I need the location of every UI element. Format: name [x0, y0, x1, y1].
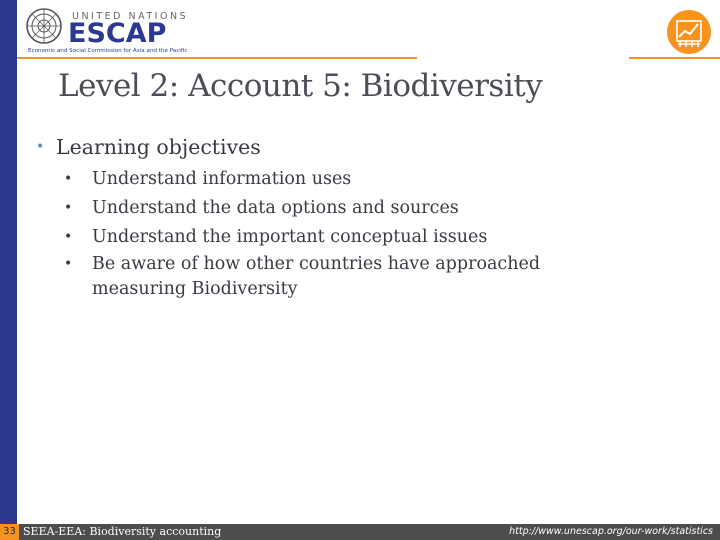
sub-bullet-text: Understand the data options and sources	[92, 198, 459, 218]
bullet-text: Learning objectives	[56, 135, 261, 159]
header-rule-right	[629, 57, 720, 59]
footer-title: SEEA-EEA: Biodiversity accounting	[23, 525, 222, 538]
sub-bullet-text: Be aware of how other countries have approached measuring Biodiversity	[92, 254, 541, 299]
logo-acronym: ESCAP	[68, 18, 167, 49]
bullet-dot-icon: •	[64, 200, 73, 216]
sub-bullet-item	[64, 165, 676, 194]
header-rule-left	[17, 57, 417, 59]
footer-url-link[interactable]: http://www.unescap.org/our-work/statistics	[509, 526, 713, 537]
sub-bullet-item	[64, 194, 676, 223]
page-number: 33	[0, 524, 19, 540]
sub-bullet-item	[64, 223, 676, 252]
sub-bullet-text: Understand the important conceptual issues	[92, 227, 488, 247]
bullet-dot-icon: •	[64, 256, 73, 272]
bullet-dot-icon: •	[36, 139, 45, 155]
logo-full-name: Economic and Social Commission for Asia and the Pacific	[28, 48, 188, 54]
sub-bullet-text: Understand information uses	[92, 169, 352, 189]
slide-title: Level 2: Account 5: Biodiversity	[58, 68, 543, 104]
statistics-chart-icon	[666, 9, 712, 55]
sub-bullet-list	[36, 165, 676, 302]
bullet-dot-icon: •	[64, 171, 73, 187]
footer-bar	[0, 524, 720, 540]
escap-logo	[24, 6, 192, 54]
sub-bullet-item	[64, 252, 676, 302]
slide-content	[36, 133, 676, 302]
logo-org-top: UNITED NATIONS	[72, 11, 189, 22]
left-accent-bar	[0, 0, 17, 540]
un-emblem-icon	[27, 9, 61, 43]
bullet-item	[36, 133, 676, 161]
bullet-dot-icon: •	[64, 229, 73, 245]
